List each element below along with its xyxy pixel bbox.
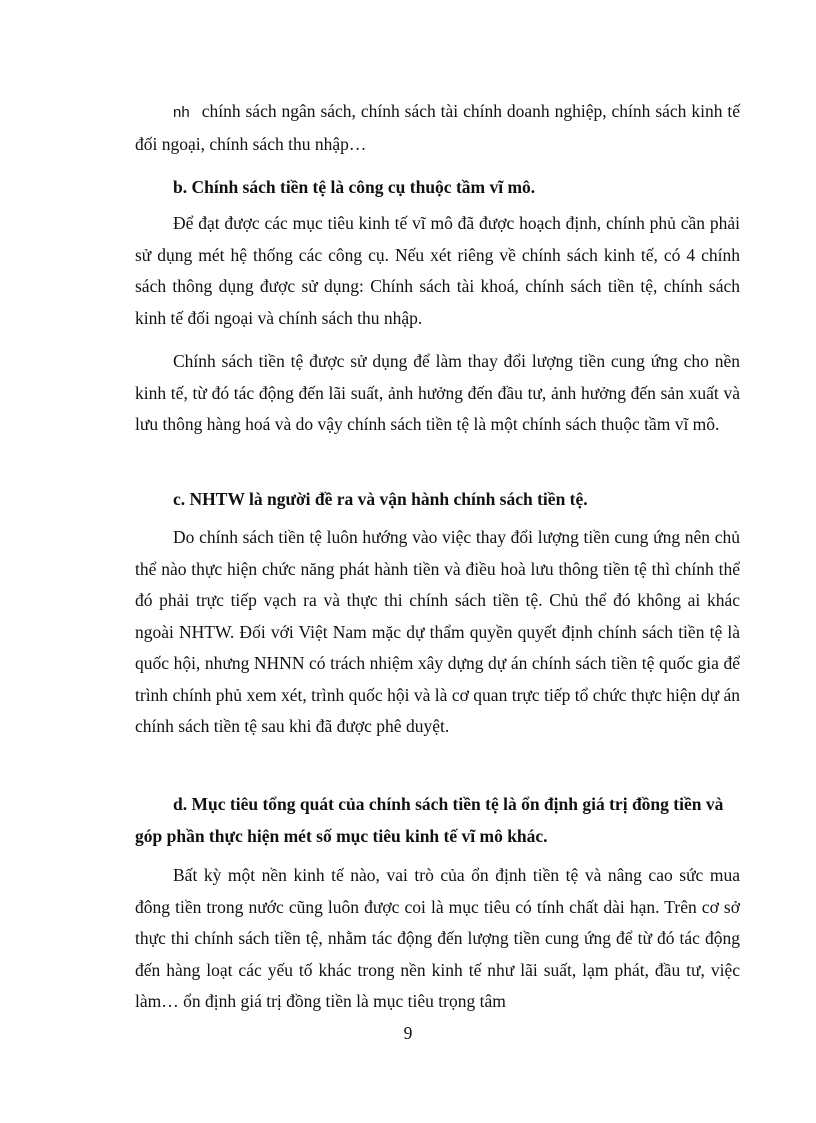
paragraph-c-1: Do chính sách tiền tệ luôn hướng vào việc thay đổi lượng tiền cung ứng nên chủ thể nào thực hiện chức năng phát hành tiền và điều hoà lưu thông tiền tệ thì chính thể đó phải trực tiếp vạch ra và thực thi chính sách tiền tệ. Chủ thể đó không ai khác ngoài NHTW. Đối với Việt Nam mặc dự thẩm quyền quyết định chính sách tiền tệ là quốc hội, nhưng NHNN có trách nhiệm xây dựng dự án chính sách tiền tệ quốc gia để trình chính phủ xem xét, trình quốc hội và là cơ quan trực tiếp tổ chức thực hiện dự án chính sách tiền tệ sau khi đã được phê duyệt. (135, 527, 740, 736)
section-heading-c: c. NHTW là người đề ra và vận hành chính sách tiền tệ. (173, 489, 588, 509)
paragraph-d-1: Bất kỳ một nền kinh tế nào, vai trò của ổn định tiền tệ và nâng cao sức mua đông tiền trong nước cũng luôn được coi là mục tiêu có tính chất dài hạn. Trên cơ sở thực thi chính sách tiền tệ, nhằm tác động đến lượng tiền cung ứng để từ đó tác động đến hàng loạt các yếu tố khác trong nền kinh tế như lãi suất, lạm phát, đầu tư, việc làm… ổn định giá trị đồng tiền là mục tiêu trọng tâm (135, 865, 740, 1011)
paragraph-continuation (135, 96, 740, 160)
paragraph-text: chính sách ngân sách, chính sách tài chính doanh nghiệp, chính sách kinh tế đối ngoại, chính sách thu nhập… (135, 101, 740, 154)
paragraph-b-1: Để đạt được các mục tiêu kinh tế vĩ mô đã được hoạch định, chính phủ cần phải sử dụng mét hệ thống các công cụ. Nếu xét riêng về chính sách kinh tế, có 4 chính sách thông dụng được sử dụng: Chính sách tài khoá, chính sách tiền tệ, chính sách kinh tế đối ngoại và chính sách thu nhập. (135, 213, 740, 328)
section-heading-d: d. Mục tiêu tổng quát của chính sách tiền tệ là ổn định giá trị đồng tiền và góp phần thực hiện mét số mục tiêu kinh tế vĩ mô khác. (135, 794, 724, 846)
page-number: 9 (403, 1023, 413, 1043)
section-heading-b: b. Chính sách tiền tệ là công cụ thuộc tầm vĩ mô. (173, 177, 536, 197)
paragraph-b-2: Chính sách tiền tệ được sử dụng để làm thay đổi lượng tiền cung ứng cho nền kinh tế, từ đó tác động đến lãi suất, ảnh hưởng đến đầu tư, ảnh hưởng đến sản xuất và lưu thông hàng hoá và do vậy chính sách tiền tệ là một chính sách thuộc tầm vĩ mô. (135, 351, 740, 434)
paragraph-prefix: nh (173, 104, 190, 121)
